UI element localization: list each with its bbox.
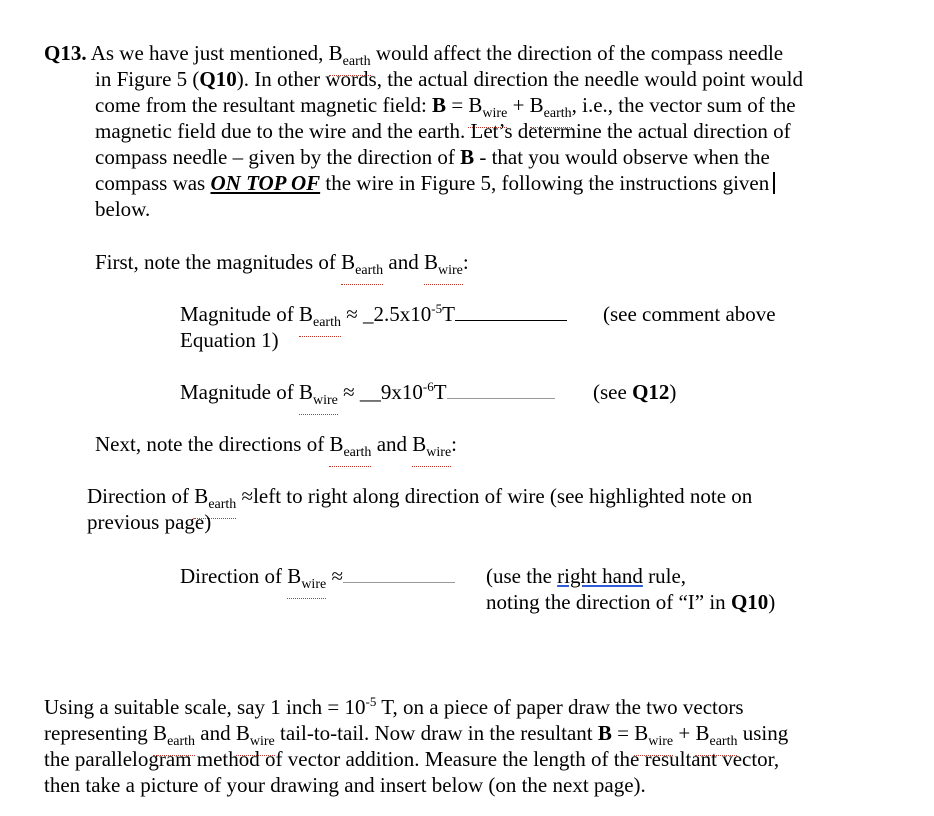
magnitude-wire-blank[interactable]: [447, 380, 555, 399]
b-earth-symbol: $B_{earth}$: [530, 92, 572, 128]
q13-line-6: compass was ON TOP OF the wire in Figure 5, following the instructions given: [95, 170, 775, 196]
b-earth-symbol: $B_{earth}$: [299, 301, 341, 337]
final-line-4: then take a picture of your drawing and insert below (on the next page).: [44, 773, 646, 797]
b-wire-symbol: $B_{wire}$: [424, 249, 463, 285]
b-earth-symbol: $B_{earth}$: [329, 431, 371, 467]
text-cursor: [773, 172, 775, 194]
b-earth-symbol: $B_{earth}$: [153, 720, 195, 756]
b-earth-symbol: $B_{earth}$: [695, 720, 737, 756]
b-earth-symbol: $B_{earth}$: [194, 483, 236, 519]
magnitude-wire-line: Magnitude of $B_{wire}$ ≈ $\_\_9x10^{-6}T$: [180, 379, 555, 415]
direction-wire-note-1: (use the right hand rule,: [486, 564, 687, 588]
question-label: Q13.: [44, 41, 87, 65]
q13-line-1: Q13. As we have just mentioned, $B_{earth}$ would affect the direction of the compass needle: [44, 40, 783, 76]
b-wire-symbol: $B_{wire}$: [236, 720, 275, 756]
next-instruction: Next, note the directions of $B_{earth}$ and $B_{wire}$:: [95, 431, 457, 467]
q13-line-3: come from the resultant magnetic field: $B = B_{wire} + B_{earth}$, i.e., the vector sum of the: [95, 92, 796, 128]
b-wire-symbol: $B_{wire}$: [634, 720, 673, 756]
magnitude-wire-comment: (see Q12): [593, 380, 677, 404]
direction-wire-note-2: noting the direction of “I” in Q10): [486, 590, 776, 614]
final-line-1: Using a suitable scale, say 1 inch = $10^{-5}$ T, on a piece of paper draw the two vectors: [44, 694, 744, 719]
direction-wire-line: Direction of $B_{wire}$ ≈: [180, 563, 455, 599]
final-line-2: representing $B_{earth}$ and $B_{wire}$ tail-to-tail. Now draw in the resultant $B = B_{wire} + B_{earth}$ using: [44, 720, 788, 756]
magnitude-earth-line: Magnitude of $B_{earth}$ ≈ $\_2.5x10^{-5}T$: [180, 301, 567, 337]
b-earth-symbol: $B_{earth}$: [329, 40, 371, 76]
b-wire-symbol: $B_{wire}$: [468, 92, 507, 128]
magnitude-earth-blank[interactable]: [455, 302, 567, 321]
direction-earth-line: Direction of $B_{earth}$ ≈left to right along direction of wire (see highlighted note on: [87, 483, 752, 519]
q13-line-4: magnetic field due to the wire and the earth. Let’s determine the actual direction of: [95, 119, 791, 143]
final-line-3: the parallelogram method of vector addition. Measure the length of the resultant vector,: [44, 747, 780, 771]
direction-wire-blank[interactable]: [343, 564, 455, 583]
magnitude-earth-comment: (see comment above: [603, 302, 776, 326]
b-earth-symbol: $B_{earth}$: [341, 249, 383, 285]
first-instruction: First, note the magnitudes of $B_{earth}$ and $B_{wire}$:: [95, 249, 469, 285]
direction-earth-line-2: previous page): [87, 510, 212, 534]
b-wire-symbol: $B_{wire}$: [412, 431, 451, 467]
q13-line-5: compass needle – given by the direction of B - that you would observe when the: [95, 145, 770, 169]
magnitude-earth-comment-2: Equation 1): [180, 328, 279, 352]
b-wire-symbol: $B_{wire}$: [299, 379, 338, 415]
b-wire-symbol: $B_{wire}$: [287, 563, 326, 599]
q13-line-7: below.: [95, 197, 151, 221]
q13-line-2: in Figure 5 (Q10). In other words, the actual direction the needle would point would: [95, 67, 804, 91]
right-hand-link: right hand: [557, 564, 643, 588]
